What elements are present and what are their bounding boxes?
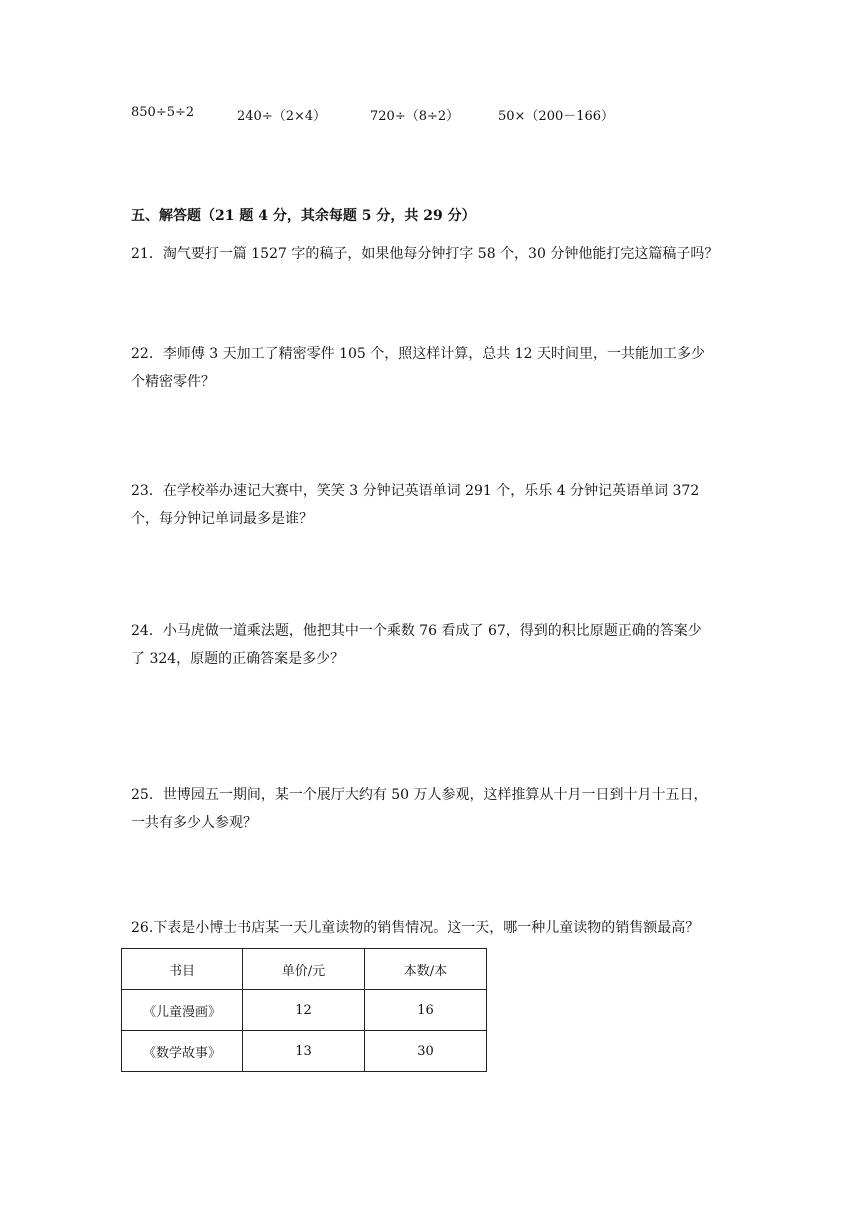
question-line: 23．在学校举办速记大赛中，笑笑 3 分钟记英语单词 291 个，乐乐 4 分钟记英语单词 372 [131, 483, 700, 499]
calc-expression-4: 50×（200－166） [498, 109, 615, 124]
calc-expression-2: 240÷（2×4） [237, 109, 327, 124]
question-26 [131, 914, 731, 942]
question-line: 25．世博园五一期间，某一个展厅大约有 50 万人参观，这样推算从十月一日到十月十五日， [131, 787, 708, 803]
table-cell: 12 [243, 990, 365, 1031]
question-line: 了 324，原题的正确答案是多少？ [131, 651, 345, 667]
table-cell: 16 [365, 990, 487, 1031]
sales-table [121, 948, 487, 1072]
calc-expression-1: 850÷5÷2 [131, 105, 195, 120]
table-header-cell: 书目 [122, 949, 243, 990]
question-line: 26.下表是小博士书店某一天儿童读物的销售情况。这一天，哪一种儿童读物的销售额最高？ [131, 920, 700, 936]
question-line: 24．小马虎做一道乘法题，他把其中一个乘数 76 看成了 67，得到的积比原题正确的答案少 [131, 623, 702, 639]
question-line: 个，每分钟记单词最多是谁？ [131, 511, 313, 527]
question-line: 个精密零件？ [131, 374, 215, 390]
question-25 [131, 781, 731, 837]
question-21 [131, 240, 731, 268]
calculation-row [0, 105, 860, 127]
question-line: 22．李师傅 3 天加工了精密零件 105 个，照这样计算，总共 12 天时间里，一共能加工多少 [131, 346, 705, 362]
table-header-row [122, 949, 487, 990]
question-line: 一共有多少人参观？ [131, 815, 257, 831]
table-cell: 《数学故事》 [122, 1031, 243, 1072]
table-row [122, 990, 487, 1031]
table-cell: 13 [243, 1031, 365, 1072]
table-row [122, 1031, 487, 1072]
table-cell: 《儿童漫画》 [122, 990, 243, 1031]
table-header-cell: 本数/本 [365, 949, 487, 990]
table-cell: 30 [365, 1031, 487, 1072]
section-heading: 五、解答题（21 题 4 分，其余每题 5 分，共 29 分） [131, 208, 476, 224]
question-line: 21．淘气要打一篇 1527 字的稿子，如果他每分钟打字 58 个，30 分钟他能打完这篇稿子吗？ [131, 246, 719, 262]
question-24 [131, 617, 731, 673]
question-23 [131, 477, 731, 533]
calc-expression-3: 720÷（8÷2） [370, 109, 460, 124]
table-header-cell: 单价/元 [243, 949, 365, 990]
question-22 [131, 340, 731, 396]
